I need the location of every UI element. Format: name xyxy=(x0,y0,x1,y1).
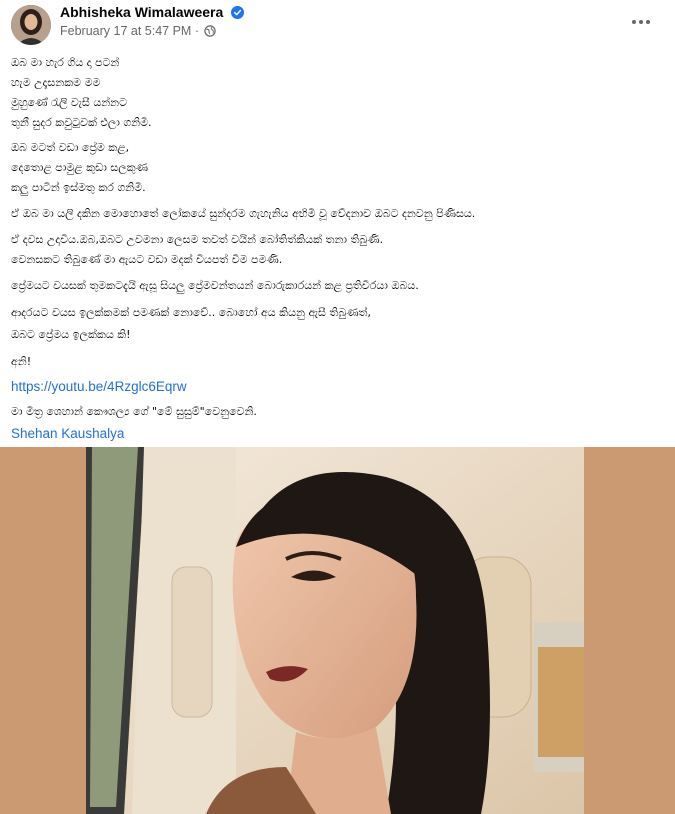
post-photo[interactable] xyxy=(86,447,584,814)
author-name-row xyxy=(60,4,244,20)
globe-icon[interactable] xyxy=(204,25,216,37)
credit-line: මා මිත්‍ර ශෙහාන් කෞශල්‍ය ගේ "මේ සුසුම්"වෙනුවෙනි. xyxy=(11,405,257,418)
more-options-icon[interactable] xyxy=(629,10,653,34)
post-line: ඔබ මා හැර ගිය දා පටන් xyxy=(11,56,120,69)
author-avatar[interactable] xyxy=(11,5,51,45)
post-line: ඔබට ප්‍රේමය ඉලක්කය කි! xyxy=(11,328,131,341)
youtube-link[interactable]: https://youtu.be/4Rzglc6Eqrw xyxy=(11,379,187,394)
post-line: ආදරයට වයස ඉලක්කමක් පමණක් නොවේ.. බොහෝ අය කියනු ඇසී තිබුණත්, xyxy=(11,306,371,319)
post-line: හැම උදෑසනකම මම xyxy=(11,76,101,89)
post-line: වෙනසකට තිබුණේ මා ඇයට වඩා මදක් වියපත් වීම පමණි. xyxy=(11,253,283,266)
post-line: ඒ ඔබ මා යලි දකින මොහොතේ ලෝකයේ සුන්දරම ගැහැනිය අභිමි වූ වේදනාව ඔබට දනවනු පිණිසය. xyxy=(11,207,476,220)
post-photo-frame xyxy=(0,447,675,814)
post-meta xyxy=(60,24,216,38)
post-line: මුහුණේ රැලි වැසී යන්නට xyxy=(11,96,128,109)
post-line: අනි! xyxy=(11,355,32,368)
post-header xyxy=(0,0,675,50)
post-line: ඔබ මටත් වඩා ප්‍රේම කළ, xyxy=(11,141,130,154)
author-name[interactable]: Abhisheka Wimalaweera xyxy=(60,4,224,20)
mention-link[interactable]: Shehan Kaushalya xyxy=(11,426,125,441)
stanza-4 xyxy=(11,230,661,270)
post-text xyxy=(11,53,661,445)
post-timestamp[interactable]: February 17 at 5:47 PM xyxy=(60,24,192,38)
stanza-1 xyxy=(11,53,661,133)
post-line: තුනී සුදර කවුටුවක් එලා ගනිමි. xyxy=(11,116,152,129)
meta-separator: · xyxy=(194,24,199,38)
post-line: ඒ දවස උදාවිය.ඔබ,ඔබට උවමනා ලෙසම තවත් වයින් බෝතිත්කියක් තනා තිබුණි. xyxy=(11,233,384,246)
post-line: ප්‍රේමයට වයසක් තුමකටදැයි ඇසූ සියලු ප්‍රේමවන්තයන් බොරුකාරයන් කළ ප්‍රතිවීරයා ඔබය. xyxy=(11,279,419,292)
verified-badge-icon xyxy=(231,6,244,19)
stanza-2 xyxy=(11,138,661,198)
post-line: කලු පාටින් ඉස්මතු කර ගනිමි. xyxy=(11,181,146,194)
post-line: දෙතොළ පාමුළ කුඩා සලකුණ xyxy=(11,161,148,174)
